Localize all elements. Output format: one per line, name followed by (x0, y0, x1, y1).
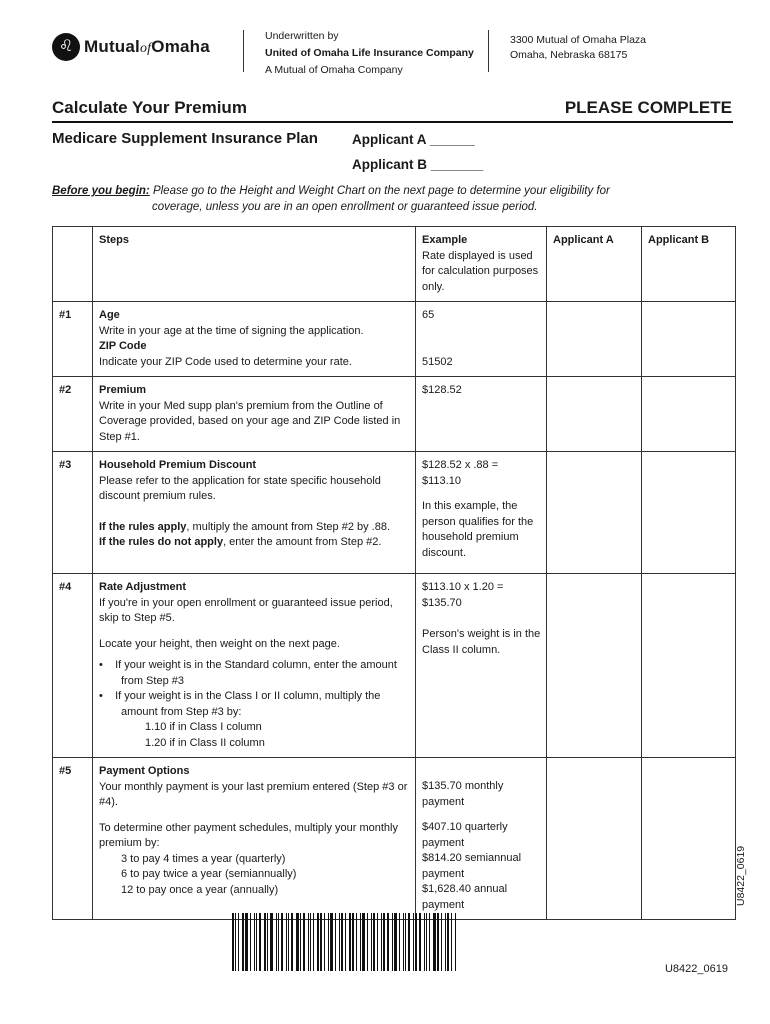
barcode-bar (441, 913, 442, 971)
barcode-bar (392, 913, 393, 971)
step-5-example: $135.70 monthly payment $407.10 quarterly payment $814.20 semiannual payment $1,628.40 annual payment (416, 758, 547, 920)
barcode-bar (270, 913, 273, 971)
applicant-b-input-step-5[interactable] (642, 758, 736, 920)
barcode-bar (291, 913, 293, 971)
step-3-text: Household Premium Discount Please refer to the application for state specific household discount premium rules. If the rules apply, multiply the amount from Step #2 by .88. If the rules do not apply, enter the amount from Step #2. (93, 452, 416, 574)
applicant-b-input-step-3[interactable] (642, 452, 736, 574)
barcode-bar (403, 913, 404, 971)
barcode-bar (405, 913, 406, 971)
barcode-bar (362, 913, 365, 971)
barcode-bar (264, 913, 266, 971)
form-id: U8422_0619 (664, 963, 728, 975)
barcode-bar (335, 913, 336, 971)
mutual-of-omaha-logo (52, 33, 210, 61)
table-row (53, 574, 736, 758)
barcode-bar (242, 913, 244, 971)
barcode-bar (408, 913, 410, 971)
barcode-bar (367, 913, 368, 971)
barcode-bar (377, 913, 378, 971)
applicant-a-input-step-4[interactable] (547, 574, 642, 758)
barcode-bar (387, 913, 389, 971)
step-4-example: $113.10 x 1.20 = $135.70 Person's weight is in the Class II column. (416, 574, 547, 758)
barcode-bar (324, 913, 325, 971)
barcode-bar (360, 913, 361, 971)
barcode-bar (429, 913, 430, 971)
header-num-cell (53, 227, 93, 302)
barcode-bar (383, 913, 385, 971)
barcode-bar (399, 913, 400, 971)
barcode-bar (415, 913, 417, 971)
header-divider (243, 30, 244, 72)
barcode-bar (288, 913, 289, 971)
plan-name: Medicare Supplement Insurance Plan (52, 130, 318, 147)
barcode-bar (455, 913, 456, 971)
step-2-example: $128.52 (416, 377, 547, 452)
premium-calculation-table (52, 226, 736, 920)
applicant-a-input-step-1[interactable] (547, 302, 642, 377)
barcode-icon (232, 913, 460, 971)
barcode-bar (317, 913, 319, 971)
table-header-row (53, 227, 736, 302)
barcode-bar (310, 913, 311, 971)
table-row (53, 377, 736, 452)
barcode-bar (419, 913, 421, 971)
table-row (53, 452, 736, 574)
barcode-bar (451, 913, 452, 971)
barcode-bar (371, 913, 372, 971)
barcode-bar (256, 913, 257, 971)
barcode-bar (238, 913, 239, 971)
barcode-bar (394, 913, 397, 971)
barcode-bar (352, 913, 354, 971)
step-number: #5 (53, 758, 93, 920)
applicant-a-field[interactable]: Applicant A ______ (352, 132, 475, 147)
header-applicant-b: Applicant B (642, 227, 736, 302)
barcode-bar (349, 913, 351, 971)
step-number: #1 (53, 302, 93, 377)
barcode-bar (296, 913, 299, 971)
barcode-bar (235, 913, 236, 971)
barcode-bar (437, 913, 439, 971)
barcode-bar (341, 913, 343, 971)
barcode-bar (328, 913, 329, 971)
barcode-bar (300, 913, 301, 971)
header-divider-2 (488, 30, 489, 72)
step-5-text: Payment Options Your monthly payment is your last premium entered (Step #3 or #4). To determine other payment schedules, multiply your monthly premium by: 3 to pay 4 times a year (quarterly) 6 to pay twice a year (semiannually) 12 to pay once a year (annually) (93, 758, 416, 920)
side-form-code: U8422_0619 (735, 845, 747, 906)
barcode-bar (259, 913, 261, 971)
applicant-a-input-step-3[interactable] (547, 452, 642, 574)
applicant-a-input-step-5[interactable] (547, 758, 642, 920)
barcode-bar (254, 913, 255, 971)
step-number: #2 (53, 377, 93, 452)
header-applicant-a: Applicant A (547, 227, 642, 302)
barcode-bar (345, 913, 346, 971)
step-4-text: Rate Adjustment If you're in your open enrollment or guaranteed issue period, skip to Step #5. Locate your height, then weight on the next page. • If your weight is in the Standard column, enter the amount from Step #3 • If your weight is in the Class I or II column, multiply the amount from Step #3 by: 1.10 if in Class I column 1.20 if in Class II column (93, 574, 416, 758)
header-steps: Steps (93, 227, 416, 302)
barcode-bar (303, 913, 305, 971)
underwriter-info: Underwritten by United of Omaha Life Insurance Company A Mutual of Omaha Company (265, 30, 474, 76)
barcode-bar (381, 913, 382, 971)
barcode-bar (447, 913, 449, 971)
barcode-bar (245, 913, 248, 971)
barcode-bar (276, 913, 277, 971)
step-number: #3 (53, 452, 93, 574)
barcode-bar (286, 913, 287, 971)
applicant-a-input-step-2[interactable] (547, 377, 642, 452)
table-row (53, 758, 736, 920)
barcode-bar (267, 913, 268, 971)
barcode-bar (232, 913, 234, 971)
step-1-text: Age Write in your age at the time of signing the application. ZIP Code Indicate your ZIP Code used to determine your rate. (93, 302, 416, 377)
applicant-b-input-step-2[interactable] (642, 377, 736, 452)
barcode-bar (433, 913, 436, 971)
barcode-bar (320, 913, 322, 971)
barcode-bar (278, 913, 279, 971)
step-1-example: 65 51502 (416, 302, 547, 377)
barcode-bar (424, 913, 425, 971)
company-address: 3300 Mutual of Omaha Plaza Omaha, Nebraska 68175 (510, 34, 646, 61)
barcode-bar (308, 913, 309, 971)
header-example: Example Rate displayed is used for calculation purposes only. (416, 227, 547, 302)
title-rule (52, 121, 733, 123)
barcode-bar (356, 913, 357, 971)
barcode-bar (373, 913, 375, 971)
barcode-bar (413, 913, 414, 971)
barcode-bar (339, 913, 340, 971)
logo-wordmark: MutualofOmaha (84, 37, 210, 56)
barcode-bar (426, 913, 427, 971)
applicant-b-input-step-1[interactable] (642, 302, 736, 377)
step-number: #4 (53, 574, 93, 758)
page-title: Calculate Your Premium (52, 98, 247, 117)
applicant-b-input-step-4[interactable] (642, 574, 736, 758)
barcode-bar (313, 913, 314, 971)
step-2-text: Premium Write in your Med supp plan's premium from the Outline of Coverage provided, based on your age and ZIP Code listed in Step #1. (93, 377, 416, 452)
barcode-bar (445, 913, 446, 971)
table-row (53, 302, 736, 377)
step-3-example: $128.52 x .88 = $113.10 In this example, the person qualifies for the household premium discount. (416, 452, 547, 574)
please-complete-heading: PLEASE COMPLETE (564, 98, 732, 117)
barcode-bar (250, 913, 251, 971)
barcode-bar (330, 913, 333, 971)
lion-icon: ♌ (52, 33, 80, 61)
barcode-bar (281, 913, 283, 971)
before-you-begin-note: Before you begin: Please go to the Height and Weight Chart on the next page to determine your eligibility for coverage, unless you are in an open enrollment or guaranteed issue period. (52, 185, 610, 213)
applicant-b-field[interactable]: Applicant B _______ (352, 157, 484, 172)
